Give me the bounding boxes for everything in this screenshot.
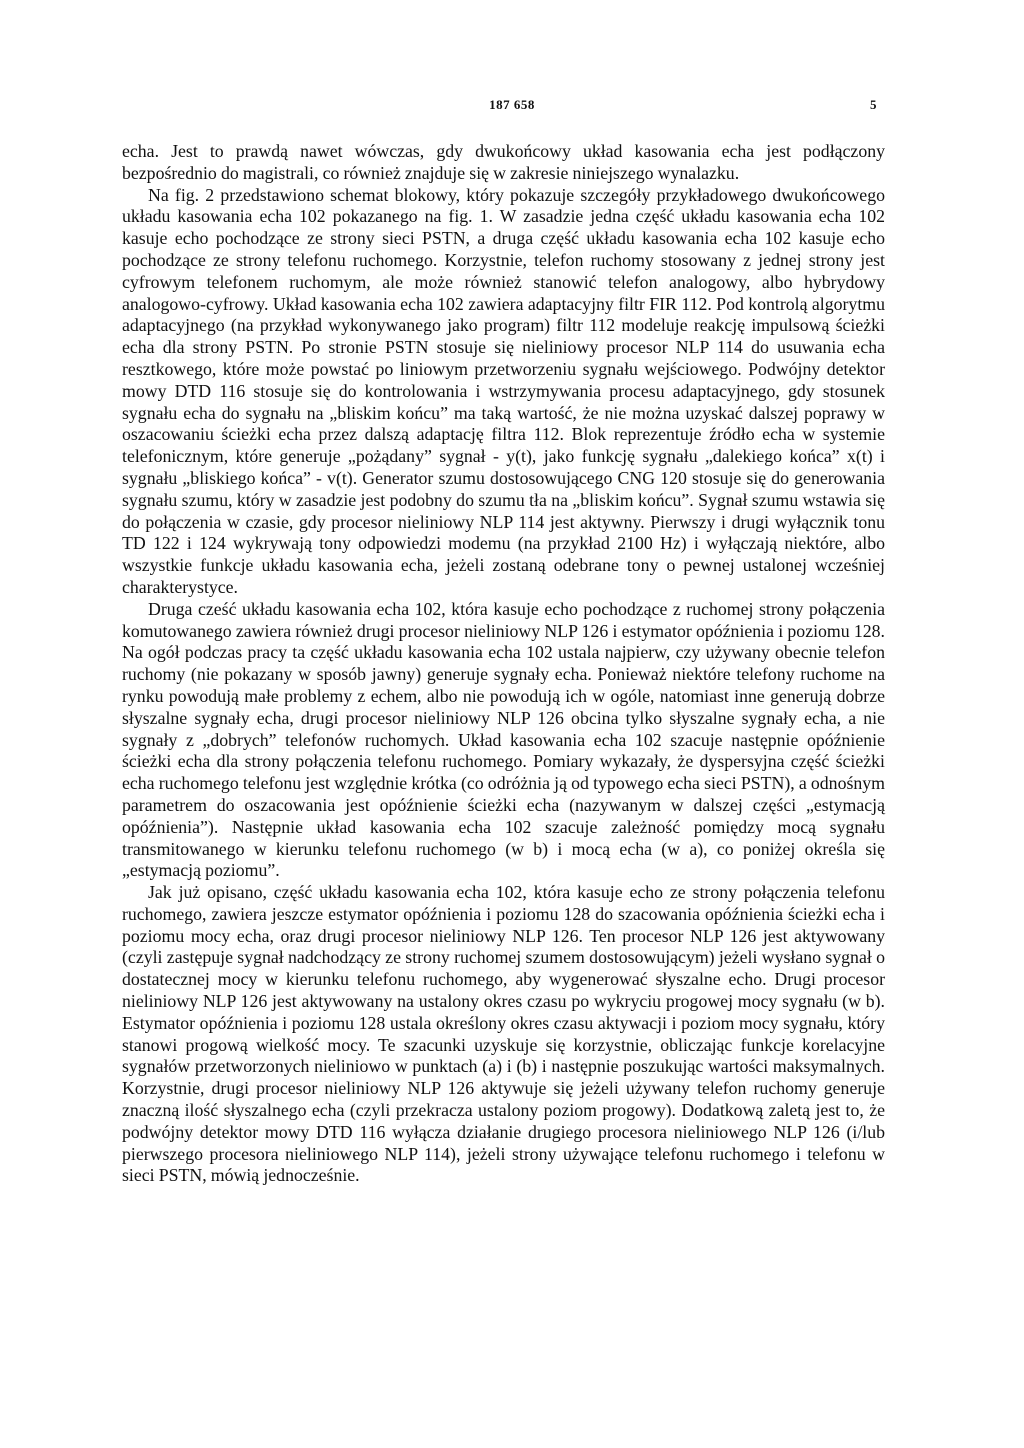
body-text	[122, 141, 885, 1187]
patent-number: 187 658	[489, 97, 535, 112]
paragraph-continuation: echa. Jest to prawdą nawet wówczas, gdy dwukońcowy układ kasowania echa jest podłączony bezpośrednio do magistrali, co również znajduje się w zakresie niniejszego wynalazku.	[122, 141, 885, 183]
paragraph-second-part: Druga cześć układu kasowania echa 102, która kasuje echo pochodzące z ruchomej strony połączenia komutowanego zawiera również drugi procesor nieliniowy NLP 126 i estymator opóźnienia i poziomu 128. Na ogół podczas pracy ta część układu kasowania echa 102 ustala najpierw, czy używany obecnie telefon ruchomy (nie pokazany w sposób jawny) generuje sygnały echa. Ponieważ niektóre telefony ruchome na rynku powodują małe problemy z echem, albo nie powodują ich w ogóle, natomiast inne generują dobrze słyszalne sygnały echa, drugi procesor nieliniowy NLP 126 obcina tylko słyszalne sygnały echa, a nie sygnały z „dobrych” telefonów ruchomych. Układ kasowania echa 102 szacuje następnie opóźnienie ścieżki echa dla strony połączenia telefonu ruchomego. Pomiary wykazały, że dyspersyjna część ścieżki echa ruchomego telefonu jest względnie krótka (co odróżnia ją od typowego echa sieci PSTN), a odnośnym parametrem do oszacowania jest opóźnienie ścieżki echa (nazywanym w dalszej części „estymacją opóźnienia”). Następnie układ kasowania echa 102 szacuje zależność pomiędzy mocą sygnału transmitowanego w kierunku telefonu ruchomego (w b) i mocą echa (w a), co poniżej określa się „estymacją poziomu”.	[122, 598, 885, 881]
paragraph-estimator: Jak już opisano, część układu kasowania echa 102, która kasuje echo ze strony połączenia telefonu ruchomego, zawiera jeszcze estymator opóźnienia i poziomu 128 do szacowania opóźnienia ścieżki echa i poziomu mocy echa, oraz drugi procesor nieliniowy NLP 126. Ten procesor NLP 126 jest aktywowany (czyli zastępuje sygnał nadchodzący ze strony ruchomej szumem dostosowującym) jeżeli wysłano sygnał o dostatecznej mocy w kierunku telefonu ruchomego, aby wygenerować słyszalne echo. Drugi procesor nieliniowy NLP 126 jest aktywowany na ustalony okres czasu po wykryciu progowej mocy sygnału (w b). Estymator opóźnienia i poziomu 128 ustala określony okres czasu aktywacji i poziom mocy sygnału, który stanowi progową wielkość mocy. Te szacunki uzyskuje się korzystnie, obliczając funkcje korelacyjne sygnałów przetworzonych nieliniowo w punktach (a) i (b) i następnie poszukując wartości maksymalnych. Korzystnie, drugi procesor nieliniowy NLP 126 aktywuje się jeżeli używany telefon ruchomy generuje znaczną ilość słyszalnego echa (czyli przekracza ustalony poziom progowy). Dodatkową zaletą jest to, że podwójny detektor mowy DTD 116 wyłącza działanie drugiego procesora nieliniowego NLP 126 (i/lub pierwszego procesora nieliniowego NLP 114), jeżeli strony używające telefonu ruchomego i telefonu w sieci PSTN, mówią jednocześnie.	[122, 882, 885, 1186]
page-number: 5	[870, 97, 877, 112]
paragraph-fig2-description: Na fig. 2 przedstawiono schemat blokowy, który pokazuje szczegóły przykładowego dwukońcowego układu kasowania echa 102 pokazanego na fig. 1. W zasadzie jedna część układu kasowania echa 102 kasuje echo pochodzące ze strony sieci PSTN, a druga część układu kasowania echa 102 kasuje echo pochodzące ze strony telefonu ruchomego. Korzystnie, telefon ruchomy stosowany z jednej strony jest cyfrowym telefonem ruchomym, ale może również stanowić telefon analogowy, albo hybrydowy analogowo-cyfrowy. Układ kasowania echa 102 zawiera adaptacyjny filtr FIR 112. Pod kontrolą algorytmu adaptacyjnego (na przykład wykonywanego jako program) filtr 112 modeluje reakcję impulsową ścieżki echa dla strony PSTN. Po stronie PSTN stosuje się nieliniowy procesor NLP 114 do usuwania echa resztkowego, które może powstać po liniowym przetworzeniu sygnału wejściowego. Podwójny detektor mowy DTD 116 stosuje się do kontrolowania i wstrzymywania procesu adaptacyjnego, gdy stosunek sygnału echa do sygnału na „bliskim końcu” ma taką wartość, że nie można uzyskać dalszej poprawy w oszacowaniu ścieżki echa przez dalszą adaptację filtra 112. Blok reprezentuje źródło echa w systemie telefonicznym, które generuje „pożądany” sygnał - y(t), jako funkcję sygnału „dalekiego końca” x(t) i sygnału „bliskiego końca” - v(t). Generator szumu dostosowującego CNG 120 stosuje się do generowania sygnału szumu, który w zasadzie jest podobny do szumu tła na „bliskim końcu”. Sygnał szumu wstawia się do połączenia w czasie, gdy procesor nieliniowy NLP 114 jest aktywny. Pierwszy i drugi wyłącznik tonu TD 122 i 124 wykrywają tony odpowiedzi modemu (na przykład 2100 Hz) i wyłączają niektóre, albo wszystkie funkcje układu kasowania echa, jeżeli zostaną odebrane tony o pewnej ustalonej wcześniej charakterystyce.	[122, 184, 885, 597]
